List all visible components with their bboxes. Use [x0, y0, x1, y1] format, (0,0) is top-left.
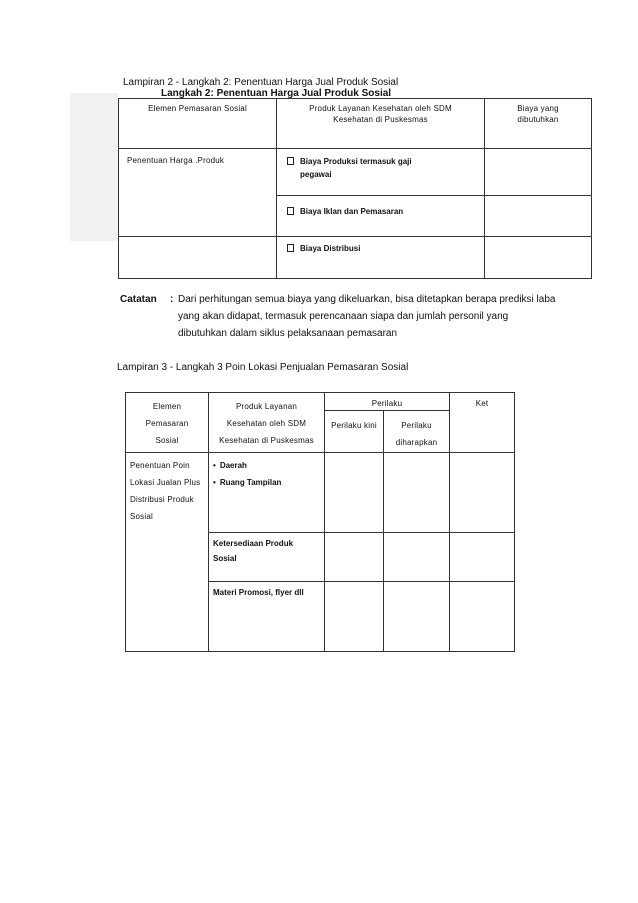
bullet-item: • Ruang Tampilan [213, 474, 324, 491]
checkbox-icon [287, 207, 294, 215]
biaya-cell [485, 196, 592, 237]
margin-shade [70, 93, 118, 241]
ket-cell [450, 453, 515, 533]
header-biaya: Biaya yang dibutuhkan [485, 99, 592, 149]
checkbox-icon [287, 244, 294, 252]
catatan-colon: : [170, 294, 174, 305]
lampiran2-heading: Lampiran 2 - Langkah 2: Penentuan Harga Jual Produk Sosial [123, 77, 399, 88]
item-row: Biaya Distribusi [277, 237, 485, 279]
element-cell-empty [119, 237, 277, 279]
lampiran3-heading: Lampiran 3 - Langkah 3 Poin Lokasi Penjualan Pemasaran Sosial [117, 362, 409, 373]
item-row: Biaya Produksi termasuk gaji pegawai [277, 149, 485, 196]
header-perilaku-kini: Perilaku kini [325, 411, 384, 453]
bullet-item: • Daerah [213, 457, 324, 474]
kini-cell [325, 533, 384, 582]
element-cell: Penentuan Harga .Produk [119, 149, 277, 237]
ket-cell [450, 533, 515, 582]
kini-cell [325, 582, 384, 652]
header-produk: Produk Layanan Kesehatan oleh SDM Kesehatan di Puskesmas [277, 99, 485, 149]
biaya-cell [485, 237, 592, 279]
lampiran2-table [118, 98, 592, 279]
header-ket: Ket [450, 393, 515, 453]
item-row: Biaya Iklan dan Pemasaran [277, 196, 485, 237]
header-perilaku-harap: Perilaku diharapkan [384, 411, 450, 453]
kini-cell [325, 453, 384, 533]
lampiran2-subheading: Langkah 2: Penentuan Harga Jual Produk Sosial [161, 88, 392, 99]
header-elemen: Elemen Pemasaran Sosial [119, 99, 277, 149]
catatan-label: Catatan [120, 294, 157, 305]
produk-cell: Ketersediaan Produk Sosial [209, 533, 325, 582]
header-elemen: Elemen Pemasaran Sosial [126, 393, 209, 453]
biaya-cell [485, 149, 592, 196]
harap-cell [384, 533, 450, 582]
checkbox-icon [287, 157, 294, 165]
harap-cell [384, 453, 450, 533]
element-cell: Penentuan Poin Lokasi Jualan Plus Distribusi Produk Sosial [126, 453, 209, 652]
produk-cell [209, 453, 325, 533]
header-perilaku: Perilaku [325, 393, 450, 411]
catatan-text: Dari perhitungan semua biaya yang dikeluarkan, bisa ditetapkan berapa prediksi laba yang akan didapat, termasuk perencanaan siapa dan jumlah personil yang dibutuhkan dalam siklus pelaksanaan pemasaran [178, 294, 556, 339]
harap-cell [384, 582, 450, 652]
header-produk: Produk Layanan Kesehatan oleh SDM Kesehatan di Puskesmas [209, 393, 325, 453]
ket-cell [450, 582, 515, 652]
lampiran3-table [125, 392, 515, 652]
produk-cell: Materi Promosi, flyer dll [209, 582, 325, 652]
